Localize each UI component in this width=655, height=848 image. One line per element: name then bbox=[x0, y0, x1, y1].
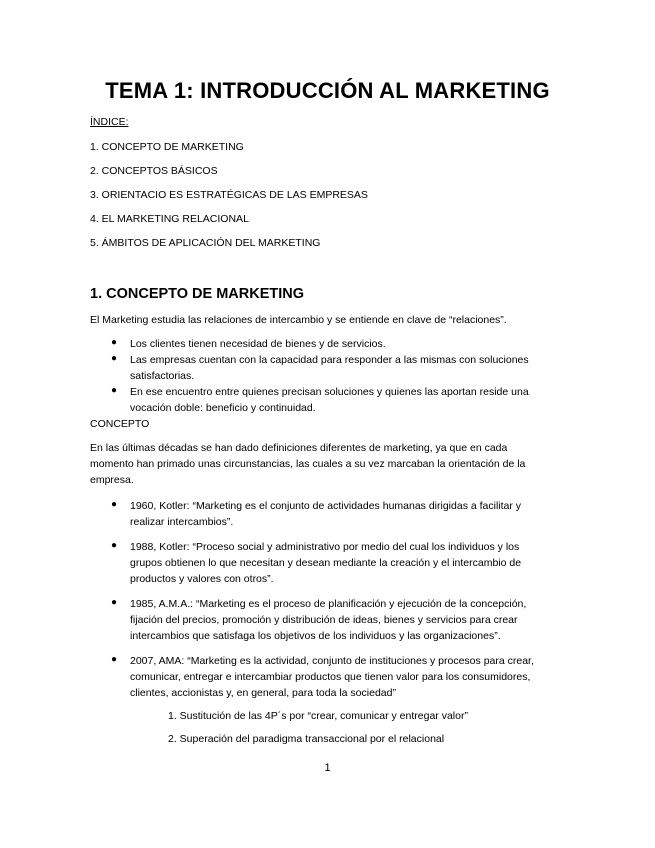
toc-item: 1. CONCEPTO DE MARKETING bbox=[90, 141, 244, 153]
intro-paragraph: El Marketing estudia las relaciones de intercambio y se entiende en clave de “relaciones”. bbox=[90, 314, 507, 326]
concepto-paragraph: En las últimas décadas se han dado definiciones diferentes de marketing, ya que en cada momento han primado unas circunstancias, las cuales a su vez marcaban la orientación de la empresa. bbox=[90, 442, 526, 486]
definition-text: 1985, A.M.A.: “Marketing es el proceso de planificación y ejecución de la concepción, fijación del precios, promoción y distribución de ideas, bienes y servicios para crear intercambios que satisfaga los objetivos de los individuos y las organizaciones”. bbox=[130, 598, 527, 642]
section-heading: 1. CONCEPTO DE MARKETING bbox=[90, 286, 305, 302]
bullet-text: Las empresas cuentan con la capacidad para responder a las mismas con soluciones satisfactorias. bbox=[130, 354, 529, 382]
bullet-text: En ese encuentro entre quienes precisan soluciones y quienes las aportan reside una vocación doble: beneficio y continuidad. bbox=[130, 386, 529, 414]
document-title: TEMA 1: INTRODUCCIÓN AL MARKETING bbox=[105, 78, 550, 103]
bullet-dot: ● bbox=[111, 499, 118, 510]
definition-text: 1960, Kotler: “Marketing es el conjunto de actividades humanas dirigidas a facilitar y realizar intercambios”. bbox=[130, 500, 522, 528]
page-number: 1 bbox=[324, 762, 331, 774]
toc-item: 3. ORIENTACIO ES ESTRATÉGICAS DE LAS EMPRESAS bbox=[90, 189, 368, 201]
toc-item: 5. ÁMBITOS DE APLICACIÓN DEL MARKETING bbox=[90, 237, 321, 249]
bullet-dot: ● bbox=[111, 654, 118, 665]
sub-item: 1. Sustitución de las 4P´s por “crear, comunicar y entregar valor” bbox=[168, 710, 468, 722]
bullet-dot: ● bbox=[111, 385, 118, 396]
definition-text: 2007, AMA: “Marketing es la actividad, conjunto de instituciones y procesos para crear, comunicar, entregar e intercambiar productos que tienen valor para los consumidores, clientes, accionistas y, en general, para toda la sociedad” bbox=[130, 655, 534, 699]
concepto-label: CONCEPTO bbox=[90, 418, 150, 430]
toc-item: 4. EL MARKETING RELACIONAL bbox=[90, 213, 249, 225]
bullet-dot: ● bbox=[111, 337, 118, 348]
bullet-dot: ● bbox=[111, 540, 118, 551]
sub-item: 2. Superación del paradigma transaccional por el relacional bbox=[168, 733, 445, 745]
bullet-text: Los clientes tienen necesidad de bienes y de servicios. bbox=[130, 338, 386, 350]
toc-item: 2. CONCEPTOS BÁSICOS bbox=[90, 165, 218, 177]
index-label: ÍNDICE: bbox=[90, 116, 129, 128]
bullet-dot: ● bbox=[111, 353, 118, 364]
definition-text: 1988, Kotler: “Proceso social y administrativo por medio del cual los individuos y los grupos obtienen lo que necesitan y desean mediante la creación y el intercambio de productos y valores con otros”. bbox=[130, 541, 522, 585]
bullet-dot: ● bbox=[111, 597, 118, 608]
